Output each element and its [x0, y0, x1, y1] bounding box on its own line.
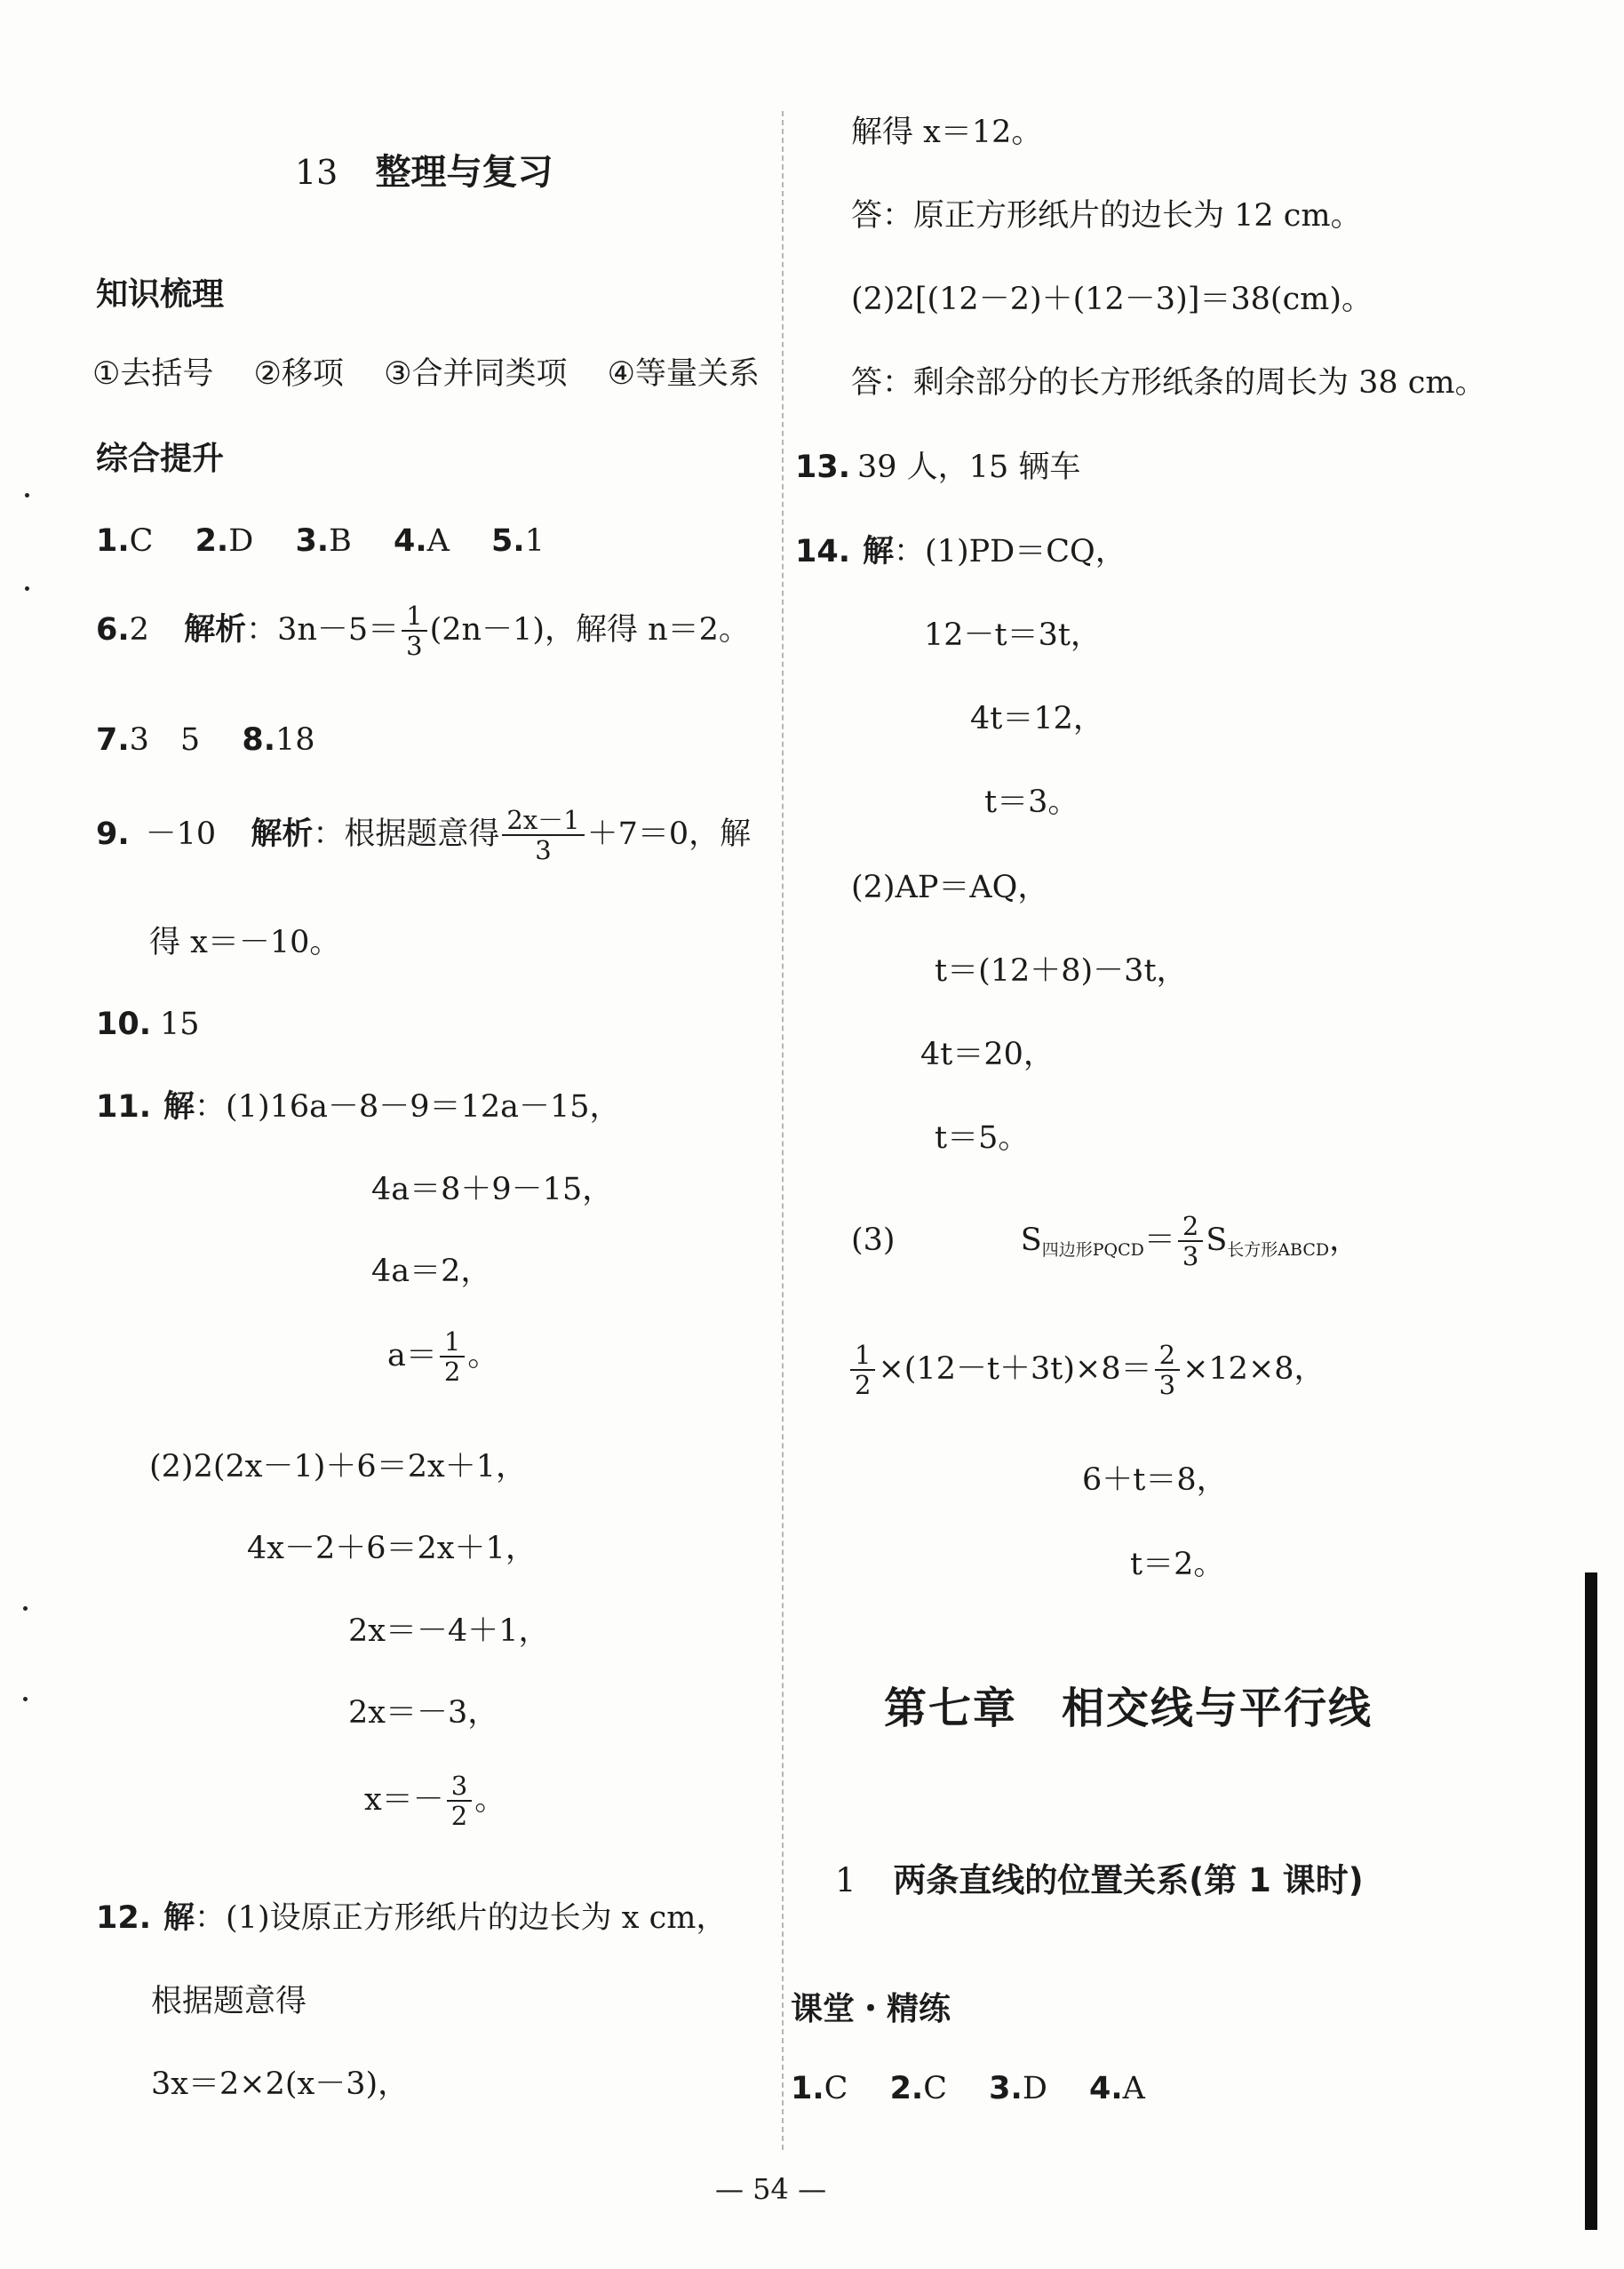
q12-step: 答：原正方形纸片的边长为 12 cm。 [851, 198, 1362, 234]
equation-text: ＝ [1143, 1222, 1175, 1258]
equation-text: 。 [474, 1781, 506, 1818]
equation-text: S [1206, 1222, 1228, 1258]
equation-text: 。 [467, 1337, 499, 1373]
scan-speck [25, 586, 29, 591]
question-number: 3. [989, 2071, 1023, 2106]
answer: D [228, 523, 254, 559]
answer-9 [96, 807, 751, 864]
fraction-denominator: 3 [1158, 1370, 1176, 1401]
knowledge-item: ④等量关系 [607, 356, 760, 392]
q14-step: t＝2。 [1130, 1547, 1225, 1582]
question-number: 5. [491, 523, 525, 559]
question-number: 4. [393, 523, 427, 559]
q11-step: 4a＝8＋9－15， [371, 1172, 614, 1207]
fraction-denominator: 2 [450, 1801, 468, 1832]
q11-step: 2x＝－4＋1， [348, 1613, 550, 1649]
equation-text: ：3n－5＝ [246, 611, 400, 648]
question-number: 13. [795, 450, 851, 485]
analysis-label: 解析 [184, 611, 247, 648]
q11-step [387, 1328, 498, 1386]
answer-9-line2: 得 x＝－10。 [149, 925, 341, 960]
q12-step: 3x＝2×2(x－3)， [151, 2066, 410, 2102]
q14-step [848, 1341, 1325, 1399]
fraction-denominator: 2 [443, 1357, 461, 1388]
knowledge-item: ③合并同类项 [384, 356, 568, 392]
q12-step: 答：剩余部分的长方形纸条的周长为 38 cm。 [851, 365, 1486, 401]
scan-edge [1585, 1572, 1597, 2230]
answer-13 [795, 449, 1080, 486]
section-title-text: 整理与复习 [375, 152, 553, 193]
answer-14 [795, 533, 1126, 570]
answer: C [824, 2071, 848, 2106]
answers-7-8 [96, 721, 315, 759]
fraction-numerator: 1 [850, 1341, 875, 1371]
fraction-denominator: 3 [1182, 1241, 1199, 1272]
lesson-title [835, 1861, 1364, 1900]
question-number: 7. [96, 722, 130, 758]
answer: 39 人，15 辆车 [857, 450, 1081, 485]
question-number: 12. [96, 1900, 152, 1936]
equation-text: ×(12－t＋3t)×8＝ [878, 1350, 1152, 1387]
answer: 2 [129, 611, 149, 648]
q14-step: 4t＝12， [970, 701, 1104, 736]
question-number: 11. [96, 1089, 152, 1125]
question-number: 3. [295, 523, 330, 559]
knowledge-item: ②移项 [253, 356, 344, 392]
answer: 18 [275, 722, 315, 758]
answer: C [923, 2071, 948, 2106]
q11-step [364, 1772, 506, 1830]
q14-step-3 [851, 1213, 1360, 1270]
fraction [1155, 1341, 1180, 1399]
fraction [440, 1328, 465, 1386]
question-number: 4. [1089, 2071, 1123, 2106]
answer: D [1022, 2071, 1047, 2106]
equation-text: a＝ [387, 1337, 437, 1373]
fraction-numerator: 2 [1155, 1341, 1180, 1371]
fraction-denominator: 3 [406, 631, 423, 662]
q14-step: 12－t＝3t， [924, 617, 1102, 653]
q14-step: t＝5。 [935, 1120, 1030, 1156]
fraction [402, 602, 426, 660]
answer: 3 5 [129, 722, 201, 758]
answer: B [329, 523, 352, 559]
heading-comprehensive: 综合提升 [96, 441, 225, 477]
q12-step: 根据题意得 [151, 1984, 307, 2019]
solution-label: 解 [863, 534, 895, 569]
question-number: 8. [242, 722, 275, 758]
question-number: 9. [96, 816, 130, 852]
q11-step: 4a＝2， [371, 1254, 492, 1289]
fraction [1178, 1213, 1203, 1270]
heading-knowledge: 知识梳理 [96, 276, 225, 313]
section-number: 13 [295, 153, 338, 192]
equation-text: ：(1)设原正方形纸片的边长为 x cm， [195, 1900, 728, 1936]
fraction-numerator: 3 [447, 1772, 472, 1802]
equation-text: ：(1)PD＝CQ， [894, 534, 1126, 569]
question-number: 14. [795, 534, 851, 569]
answer-10 [96, 1006, 200, 1043]
equation-text: ：根据题意得 [313, 816, 500, 852]
question-number: 1. [791, 2071, 824, 2106]
answer-6 [96, 602, 750, 660]
question-number: 2. [195, 523, 229, 559]
answer: C [129, 523, 154, 559]
equation-text: ：(1)16a－8－9＝12a－15， [195, 1089, 621, 1125]
equation-text: ＋7＝0，解 [586, 816, 752, 852]
answer: 1 [524, 523, 545, 559]
equation-text: (3) [851, 1222, 896, 1258]
answer: A [1122, 2071, 1145, 2106]
fraction-numerator: 1 [440, 1328, 465, 1357]
knowledge-item: ①去括号 [92, 356, 214, 392]
fraction-numerator: 2x－1 [502, 807, 584, 836]
class-answers [791, 2070, 1145, 2107]
question-number: 10. [96, 1007, 152, 1042]
solution-label: 解 [163, 1900, 195, 1936]
page-number: — 54 — [715, 2172, 827, 2206]
heading-class-practice: 课堂・精练 [791, 1991, 951, 2027]
subscript: 四边形PQCD [1041, 1239, 1144, 1260]
q12-step: 解得 x＝12。 [851, 115, 1043, 150]
q14-step: 6＋t＝8， [1082, 1462, 1228, 1498]
question-number: 2. [889, 2071, 924, 2106]
lesson-title-text: 两条直线的位置关系(第 1 课时) [893, 1861, 1364, 1899]
q14-step: t＝3。 [984, 784, 1079, 820]
fraction [850, 1341, 875, 1399]
equation-text: (2n－1)，解得 n＝2。 [429, 611, 750, 648]
scan-speck [23, 1606, 28, 1611]
scan-speck [23, 1697, 28, 1701]
equation-text: ， [1329, 1222, 1361, 1258]
fraction-numerator: 1 [402, 602, 426, 632]
q11-step: (2)2(2x－1)＋6＝2x＋1， [149, 1449, 527, 1485]
subscript: 长方形ABCD [1227, 1239, 1330, 1260]
chapter-title: 第七章 相交线与平行线 [884, 1684, 1373, 1733]
fraction-denominator: 3 [535, 835, 552, 866]
answers-1-5 [96, 522, 545, 560]
answer: －10 [145, 816, 217, 852]
analysis-label: 解析 [251, 816, 314, 852]
lesson-number: 1 [835, 1861, 856, 1899]
column-divider [782, 111, 784, 2150]
answer: A [426, 523, 450, 559]
solution-label: 解 [163, 1089, 195, 1125]
fraction [447, 1772, 472, 1830]
q14-step: 4t＝20， [920, 1037, 1055, 1072]
equation-text: S [1020, 1222, 1042, 1258]
q14-step: t＝(12＋8)－3t， [935, 953, 1188, 989]
fraction-denominator: 2 [855, 1370, 872, 1401]
answer: 15 [160, 1007, 200, 1042]
knowledge-items [92, 355, 760, 393]
answer-12 [96, 1899, 727, 1937]
equation-text: ×12×8， [1182, 1350, 1325, 1387]
fraction-numerator: 2 [1178, 1213, 1203, 1242]
question-number: 6. [96, 611, 130, 648]
q14-step: (2)AP＝AQ， [851, 870, 1049, 905]
q11-step: 4x－2＋6＝2x＋1， [247, 1531, 537, 1566]
answer-11 [96, 1088, 621, 1126]
equation-text: x＝－ [364, 1781, 444, 1818]
scan-speck [25, 493, 29, 498]
question-number: 1. [96, 523, 130, 559]
q12-step: (2)2[(12－2)＋(12－3)]＝38(cm)。 [851, 282, 1373, 317]
q11-step: 2x＝－3， [348, 1695, 499, 1731]
fraction [502, 807, 584, 864]
section-title [295, 151, 553, 194]
